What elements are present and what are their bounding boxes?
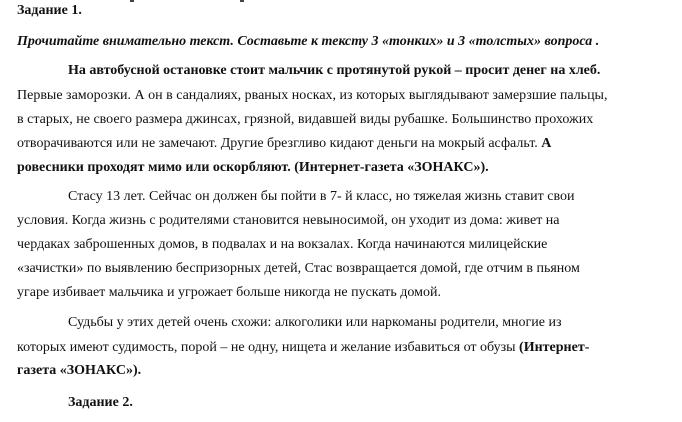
paragraph1-line3: в старых, не своего размера джинсах, грязной, видавшей виды рубашке. Большинство прохожих <box>17 112 594 127</box>
paragraph3-line1: Судьбы у этих детей очень схожи: алкоголики или наркоманы родители, многие из <box>68 315 562 330</box>
task1-instruction: Прочитайте внимательно текст. Составьте к тексту 3 «тонких» и 3 «толстых» вопроса . <box>17 34 600 49</box>
paragraph3-line2-regular: которых имеют судимость, порой – не одну, нищета и желание избавиться от обузы <box>17 340 516 355</box>
paragraph2-line1: Стасу 13 лет. Сейчас он должен бы пойти в 7- й класс, но тяжелая жизнь ставит свои <box>68 189 575 204</box>
paragraph3-line3: газета «ЗОНАКС»). <box>17 363 142 378</box>
paragraph2-line5: угаре избивает мальчика и угрожает больше никогда не пускать домой. <box>17 285 441 300</box>
cropped-top-marks <box>130 0 250 3</box>
paragraph1-line4 <box>17 136 551 152</box>
task1-heading: Задание 1. <box>17 3 82 18</box>
paragraph1-line2: Первые заморозки. А он в сандалиях, рваных носках, из которых выглядывают замерзшие пальцы, <box>17 88 608 103</box>
paragraph1-line1: На автобусной остановке стоит мальчик с протянутой рукой – просит денег на хлеб. <box>68 63 601 78</box>
task2-heading: Задание 2. <box>68 395 133 410</box>
paragraph2-line3: чердаках заброшенных домов, в подвалах и на вокзалах. Когда начинаются милицейские <box>17 237 548 252</box>
paragraph1-line4-regular: отворачиваются или не замечают. Другие брезгливо кидают деньги на мокрый асфальт. <box>17 136 538 151</box>
paragraph1-line5: ровесники проходят мимо или оскорбляют. (Интернет-газета «ЗОНАКС»). <box>17 160 489 175</box>
paragraph2-line4: «зачистки» по выявлению беспризорных детей, Стас возвращается домой, где отчим в пьяном <box>17 261 580 276</box>
paragraph2-line2: условия. Когда жизнь с родителями становится невыносимой, он уходит из дома: живет на <box>17 213 560 228</box>
cropped-mark <box>130 0 134 2</box>
cropped-mark <box>240 0 244 2</box>
paragraph3-line2 <box>17 340 589 356</box>
paragraph1-line4-bold: А <box>537 136 552 151</box>
paragraph3-line2-bold: (Интернет- <box>515 340 590 355</box>
